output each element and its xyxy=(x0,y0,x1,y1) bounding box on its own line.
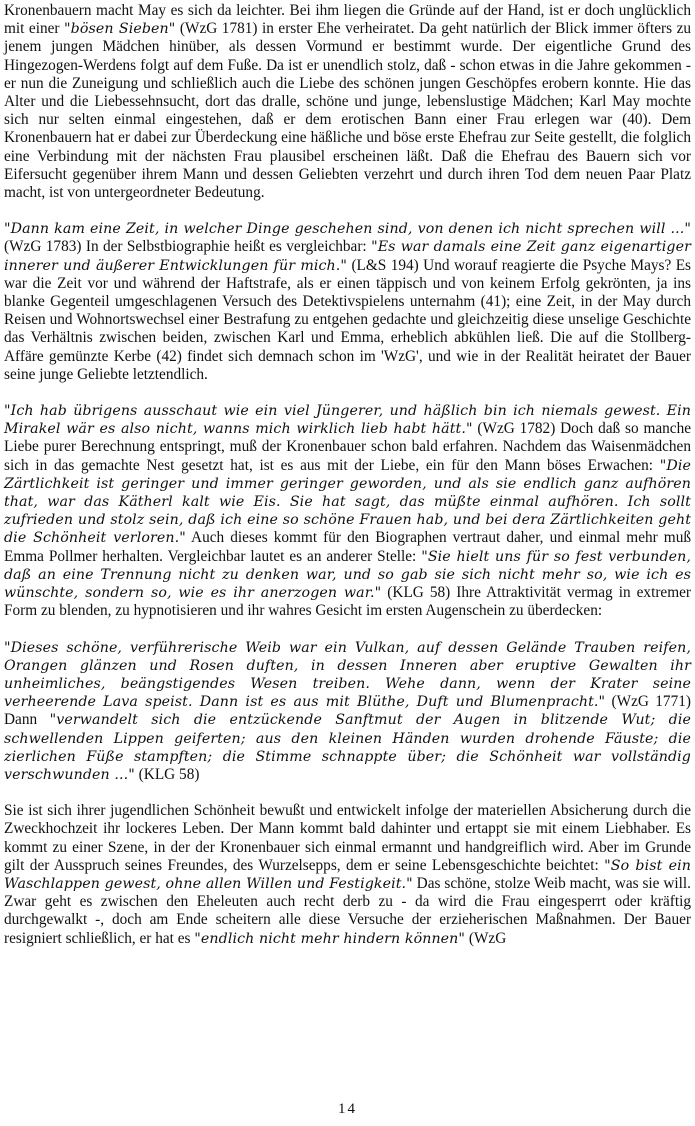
body-text: Das schöne, stolze Weib macht, was sie will. Zwar geht es zwischen den Eheleuten auch recht derb zu - da wird die Frau eingesperrt oder kräftig durchgewalkt -, doch am Ende scheitern alle diese Versuche der erzieherischen Maßnahmen. Der Bauer resigniert schließlich, er hat es xyxy=(4,874,692,947)
quoted-text: "Die Zärtlichkeit ist geringer und immer geringer geworden, und als sie endlich ganz aufhören that, war das Kätherl kalt wie Eis. Sie hat sagt, das müßte einmal aufhören. Ich sollt zufrieden und stolz sein, daß ich eine so schöne Frauen hab, und bei dera Zärtlichkeiten geht die Schönheit verloren." xyxy=(4,457,691,547)
quoted-text: "verwandelt sich die entzückende Sanftmut der Augen in blitzende Wut; die schwellenden Lippen geiferten; aus den kleinen Händen wurden drohende Fäuste; die zierlichen Füße stampften; die Stimme schnappte über; die Schönheit war vollständig verschwunden ..." xyxy=(4,712,691,783)
paragraph-3 xyxy=(4,402,691,620)
quoted-text: "Sie hielt uns für so fest verbunden, daß an eine Trennung nicht zu denken war, und so gab sie sich nicht mehr so, wie ich es wünschte, sondern so, wie es ihr anerzogen war." xyxy=(4,548,691,602)
quoted-text: "bösen Sieben" xyxy=(64,21,176,38)
body-text: (WzG 1771) Dann xyxy=(4,693,691,729)
page-number: 14 xyxy=(338,1101,357,1117)
body-text: (KLG 58) Ihre Attraktivität vermag in extremer Form zu blenden, zu hypnotisieren und ihr wahres Gesicht im ersten Augenschein zu überdecken: xyxy=(4,584,691,620)
body-text: (WzG xyxy=(465,929,507,947)
body-text: (WzG 1783) In der Selbstbiographie heißt es vergleichbar: xyxy=(4,238,372,256)
paragraph-2 xyxy=(4,220,691,384)
quoted-text: "Dann kam eine Zeit, in welcher Dinge geschehen sind, von denen ich nicht sprechen will ..." xyxy=(4,221,691,238)
body-text: (WzG 1781) in erster Ehe verheiratet. Da geht natürlich der Blick immer öfters zu jenem jungen Mädchen hinüber, als dessen Vormund er bestimmt wurde. Der eigentliche Grund des Hingezogen-Werdens folgt auf dem Fuße. Da ist er unendlich stolz, daß - schon etwas in die Jahre gekommen - er nun die Zuneigung und schließlich auch die Liebe des schönen jungen Geschöpfes erobern konnte. Hie das Alter und die Liebessehnsucht, dort das dralle, schöne und junge, lebenslustige Mädchen; Karl May mochte sich nur selten einmal eingestehen, daß er dem erotischen Bann einer Frau erlegen war (40). Dem Kronenbauern hat er dabei zur Überdeckung eine häßliche und böse erste Ehefrau zur Seite gestellt, die folglich eine Verbindung mit der nächsten Frau plausibel erscheinen läßt. Daß die Ehefrau des Bauern sich vor Eifersucht gegenüber ihrem Mann und dessen Geliebten verzehrt und durch ihren Tod dem neuen Paar Platz macht, ist von untergeordneter Bedeutung. xyxy=(4,20,692,202)
body-text: Sie ist sich ihrer jugendlichen Schönheit bewußt und entwickelt infolge der materiellen Absicherung durch die Zweckhochzeit ihr lockeres Leben. Der Mann kommt bald dahinter und ertappt sie mit einem Liebhaber. Es kommt zu einer Szene, in der der Kronenbauer sich einmal ermannt und handgreiflich wird. Aber im Grunde gilt der Ausspruch seines Freundes, des Wurzelsepps, dem er seine Lebensgeschichte beichtet: xyxy=(4,802,691,874)
body-text: (KLG 58) xyxy=(134,765,200,783)
paragraph-4 xyxy=(4,639,691,785)
quoted-text: "endlich nicht mehr hindern können" xyxy=(194,930,466,947)
body-text: (WzG 1782) Doch daß so manche Liebe purer Berechnung entspringt, muß der Kronenbauer schon bald erfahren. Nachdem das Waisenmädchen sich in das gemachte Nest gesetzt hat, ist es aus mit der Liebe, ein für den Mann böses Erwachen: xyxy=(4,420,692,474)
paragraph-5 xyxy=(4,802,691,948)
quoted-text: "Dieses schöne, verführerische Weib war ein Vulkan, auf dessen Gelände Trauben reifen, Orangen glänzen und Rosen duften, in dessen Inneren aber eruptive Gewalten ihr unheimliches, beängstigendes Wesen treiben. Wehe dann, wenn der Krater seine verheerende Lava speist. Dann ist es aus mit Blüthe, Duft und Blumenpracht." xyxy=(4,639,691,711)
body-text: Auch dieses kommt für den Biographen vertraut daher, und einmal mehr muß Emma Pollmer herhalten. Vergleichbar lautet es an anderer Stelle: xyxy=(4,529,692,565)
quoted-text: "Ich hab übrigens ausschaut wie ein viel Jüngerer, und häßlich bin ich niemals gewest. Ein Mirakel wär es also nicht, wanns mich wirklich lieb habt hätt." xyxy=(4,403,691,438)
document-page xyxy=(4,2,691,966)
paragraph-1 xyxy=(4,2,691,202)
body-text: (L&S 194) Und worauf reagierte die Psyche Mays? Es war die Zeit vor und während der Haftstrafe, als er einen täppisch und von keinem Erfolg gekrönten, ja ins blanke Gegenteil umgeschlagenen Versuch des Detektivspielens unternahm (41); eine Zeit, in der May durch Reisen und Wohnortswechsel einer Bestrafung zu entgehen gedachte und gleichzeitig diese unselige Geschichte das Verhältnis zwischen beiden, zwischen Karl und Emma, erheblich abkühlen ließ. Die auf die Stollberg-Affäre gemünzte Kerbe (42) findet sich demnach schon im 'WzG', und wie in der Realität heiratet der Bauer seine junge Geliebte letztendlich. xyxy=(4,256,691,383)
quoted-text: "So bist ein Waschlappen gewest, ohne allen Willen und Festigkeit." xyxy=(4,857,691,892)
body-text: Kronenbauern macht May es sich da leichter. Bei ihm liegen die Gründe auf der Hand, ist er doch unglücklich mit einer xyxy=(4,2,691,38)
quoted-text: "Es war damals eine Zeit ganz eigenartiger innerer und äußerer Entwicklungen für mich." xyxy=(4,239,691,274)
